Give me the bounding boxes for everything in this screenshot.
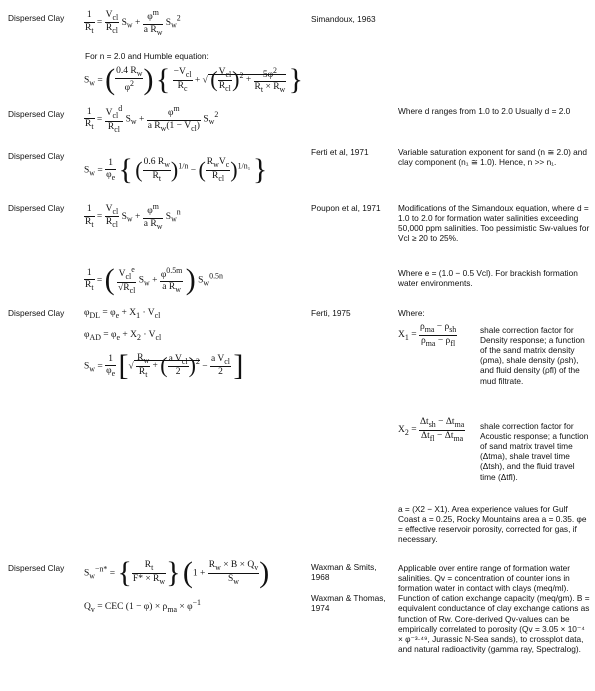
source-ref: Ferti et al, 1971 (311, 147, 369, 157)
source-ref: Poupon et al, 1971 (311, 203, 381, 213)
equation-phi-dl: $\varphi_{DL} = \varphi_e + X_1 \cdot V_{cl}$ (84, 308, 161, 320)
row-note: Where: (398, 308, 425, 318)
waxman-description: Applicable over entire range of formation water salinities. Qv = concentration of counter ions in formation water in contact with clays (meq/ml). Function of cation exchange capacity (meq/gm). B = equivalent conductance of clay exchange cations as function of Rw. Core-derived Qv-values can be empirically correlated to porosity (Qv = 3.05 × 10⁻⁴ × φ⁻³·⁴⁹, Jurassic N-Sea sands), to crossplot data, and natural radioactivity (gamma ray, Spectralog). (398, 563, 590, 654)
row-note: Variable saturation exponent for sand (n ≅ 2.0) and clay component (n₁ ≅ 1.0). Hence, n >> n₁. (398, 147, 587, 168)
x1-description: shale correction factor for Density response; a function of the sand matrix density (ρma), shale density (ρsh), and fluid density (ρfl) of the mud filtrate. (480, 325, 585, 386)
equation-qv: $Q_v$ = CEC $(1 - \varphi) \times \rho_{ma} \times \varphi^{-1}$ (84, 598, 201, 615)
source-ref-2: Waxman & Thomas, 1974 (311, 593, 386, 614)
equation-ferti-1971: $S_w$ = $\frac{1}{\varphi_e}$ { ( $\frac{0.6 R_w}{R_t}$ )$^{1/n}$ − ( $\frac{R_wV_c}{R_{cl}}$ )$^{1/n_1}$ } (84, 153, 268, 186)
row-label: Dispersed Clay (8, 13, 65, 23)
equation-simandoux: $\frac{1}{R_t}$ = $\frac{V_{cl}}{R_{cl}}$ $S_w$ + $\frac{\varphi^m}{a R_w}$ $S_w^2$ (85, 8, 181, 37)
row-label: Dispersed Clay (8, 151, 65, 161)
row-label: Dispersed Clay (8, 203, 65, 213)
row-label: Dispersed Clay (8, 563, 65, 573)
row-note: Where e = (1.0 − 0.5 Vcl). For brackish formation water environments. (398, 268, 578, 289)
row-label: Dispersed Clay (8, 308, 65, 318)
a-description: a = (X2 − X1). Area experience values for Gulf Coast a = 0.25, Rocky Mountains area a = 0.35. φe = effective reservoir porosity, corrected for gas, if necessary. (398, 504, 587, 545)
source-ref: Waxman & Smits, 1968 (311, 562, 377, 583)
equation-dispersed-d: $\frac{1}{R_t}$ = $\frac{V_{cl}^d}{R_{cl}}$ $S_w$ + $\frac{\varphi^m}{a R_w(1 - V_{cl})}$ $S_w^2$ (85, 104, 219, 134)
equation-poupon: $\frac{1}{R_t}$ = $\frac{V_{cl}}{R_{cl}}$ $S_w$ + $\frac{\varphi^m}{a R_w}$ $S_w^n$ (85, 202, 181, 231)
equation-phi-ad: $\varphi_{AD} = \varphi_e + X_2 \cdot V_{cl}$ (84, 330, 162, 342)
source-ref: Simandoux, 1963 (311, 14, 376, 24)
equation-waxman: $S_w^{-n*}$ = { $\frac{R_t}{F* \times R_w}$ } (1 + $\frac{R_w \times B \times Q_v}{S_w}$ ) (84, 556, 270, 589)
equation-brackish: $\frac{1}{R_t}$ = ( $\frac{V_{cl}^e}{√R_{cl}}$ $S_w$ + $\frac{\varphi^{0.5m}}{a R_w}$ ) $S_w^{0.5n}$ (85, 263, 223, 296)
equation-humble: $S_w$ = ( $\frac{0.4 R_w}{\varphi^2}$ ) { $\frac{-V_{cl}}{R_c}$ + √ ( $\frac{V_{cl}}{R_{cl}}$ )$^2$ + $\frac{5\varphi^2}{R_t \times R_w}$ } (84, 63, 304, 96)
x2-description: shale correction factor for Acoustic response; a function of sand matrix travel time (Δtma), shale travel time (Δtsh), and the fluid travel time (Δtfl). (480, 421, 589, 482)
equation-ferti-1975: $S_w$ = $\frac{1}{\varphi_e}$ [√ $\frac{R_w}{R_t}$ + ( $\frac{a V_{cl}}{2}$ )$^2$ − $\frac{a V_{cl}}{2}$ ] (84, 349, 244, 382)
equation-x1: $X_1$ = $\frac{\rho_{ma} - \rho_{sh}}{\rho_{ma} - \rho_{fl}}$ (398, 322, 457, 348)
source-ref: Ferti, 1975 (311, 308, 351, 318)
humble-note: For n = 2.0 and Humble equation: (85, 51, 209, 61)
row-note: Modifications of the Simandoux equation, where d = 1.0 to 2.0 for formation water salinities exceeding 50,000 ppm salinities. Too pessimistic Sw-values for Vcl ≥ 20 to 25%. (398, 203, 590, 244)
row-label: Dispersed Clay (8, 109, 65, 119)
equation-x2: $X_2$ = $\frac{\Delta t_{sh} - \Delta t_{ma}}{\Delta t_{fl} - \Delta t_{ma}}$ (398, 417, 465, 443)
row-note: Where d ranges from 1.0 to 2.0 Usually d = 2.0 (398, 106, 571, 116)
